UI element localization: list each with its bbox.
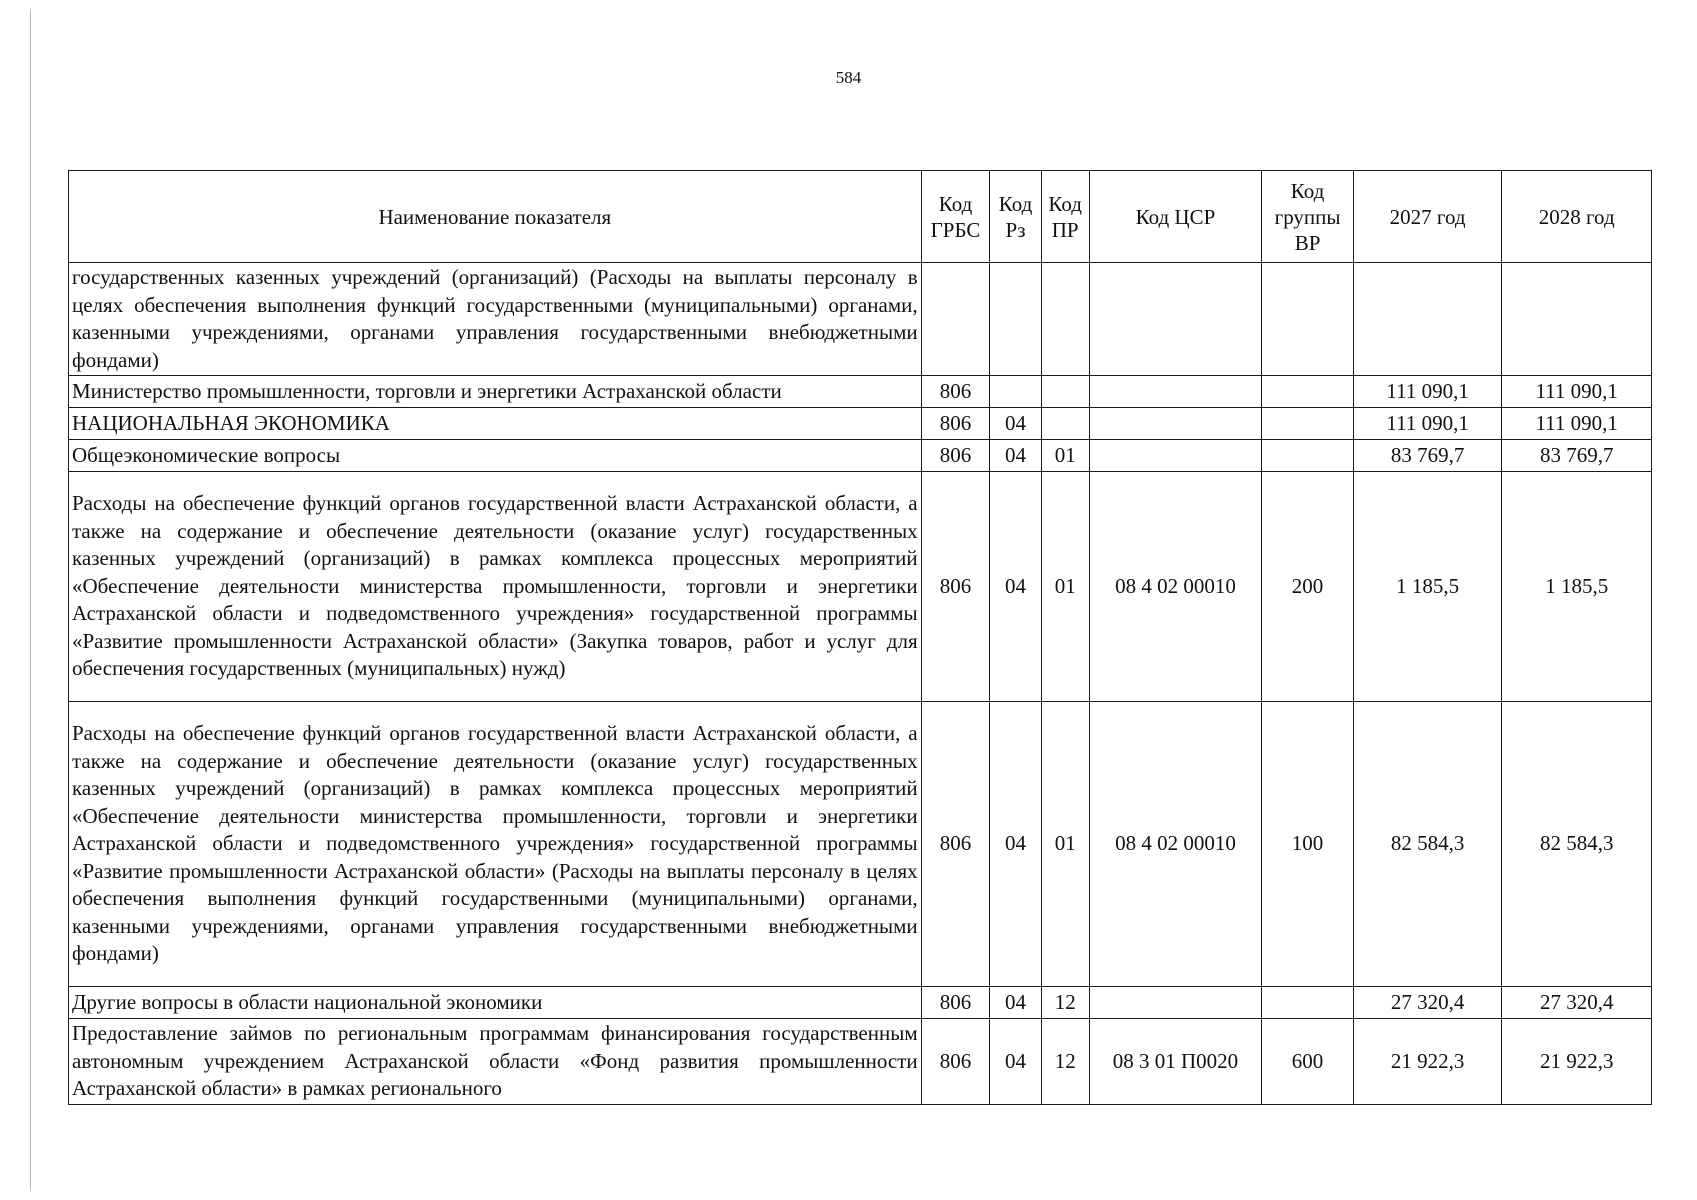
cell-2028: 27 320,4	[1502, 987, 1652, 1019]
cell-name: Другие вопросы в области национальной экономики	[69, 987, 922, 1019]
cell-pr	[1041, 376, 1089, 408]
cell-pr: 01	[1041, 472, 1089, 702]
cell-grbs	[921, 263, 990, 376]
cell-vr	[1262, 263, 1354, 376]
scan-left-edge-line	[30, 10, 31, 1190]
cell-grbs: 806	[921, 408, 990, 440]
cell-csr: 08 4 02 00010	[1089, 472, 1261, 702]
cell-name: государственных казенных учреждений (организаций) (Расходы на выплаты персоналу в целях обеспечения выполнения функций государственными (муниципальными) органами, казенными учреждениями, органами управления государственными внебюджетными фондами)	[69, 263, 922, 376]
cell-rz: 04	[990, 987, 1041, 1019]
cell-2027: 83 769,7	[1353, 440, 1501, 472]
cell-pr: 01	[1041, 702, 1089, 987]
table-row	[69, 263, 1652, 376]
cell-name: НАЦИОНАЛЬНАЯ ЭКОНОМИКА	[69, 408, 922, 440]
cell-vr	[1262, 987, 1354, 1019]
cell-rz: 04	[990, 472, 1041, 702]
cell-csr: 08 3 01 П0020	[1089, 1019, 1261, 1105]
header-2028: 2028 год	[1502, 171, 1652, 263]
table-row	[69, 702, 1652, 987]
cell-name: Министерство промышленности, торговли и энергетики Астраханской области	[69, 376, 922, 408]
cell-name: Расходы на обеспечение функций органов государственной власти Астраханской области, а также на содержание и обеспечение деятельности (оказание услуг) государственных казенных учреждений (организаций) в рамках комплекса процессных мероприятий «Обеспечение деятельности министерства промышленности, торговли и энергетики Астраханской области и подведомственного учреждения» государственной программы «Развитие промышленности Астраханской области» (Расходы на выплаты персоналу в целях обеспечения выполнения функций государственными (муниципальными) органами, казенными учреждениями, органами управления государственными внебюджетными фондами)	[69, 702, 922, 987]
table-header-row	[69, 171, 1652, 263]
header-name: Наименование показателя	[69, 171, 922, 263]
cell-grbs: 806	[921, 472, 990, 702]
cell-rz	[990, 376, 1041, 408]
cell-name: Расходы на обеспечение функций органов государственной власти Астраханской области, а также на содержание и обеспечение деятельности (оказание услуг) государственных казенных учреждений (организаций) в рамках комплекса процессных мероприятий «Обеспечение деятельности министерства промышленности, торговли и энергетики Астраханской области и подведомственного учреждения» государственной программы «Развитие промышленности Астраханской области» (Закупка товаров, работ и услуг для обеспечения государственных (муниципальных) нужд)	[69, 472, 922, 702]
cell-rz: 04	[990, 408, 1041, 440]
cell-csr	[1089, 376, 1261, 408]
cell-grbs: 806	[921, 440, 990, 472]
table-row	[69, 1019, 1652, 1105]
cell-rz: 04	[990, 702, 1041, 987]
cell-csr: 08 4 02 00010	[1089, 702, 1261, 987]
cell-2028: 111 090,1	[1502, 408, 1652, 440]
header-rz: Код Рз	[990, 171, 1041, 263]
table-row	[69, 472, 1652, 702]
cell-vr	[1262, 376, 1354, 408]
cell-pr: 01	[1041, 440, 1089, 472]
cell-rz: 04	[990, 1019, 1041, 1105]
cell-2027: 1 185,5	[1353, 472, 1501, 702]
cell-2027: 111 090,1	[1353, 408, 1501, 440]
table-row	[69, 440, 1652, 472]
cell-vr: 200	[1262, 472, 1354, 702]
cell-rz	[990, 263, 1041, 376]
cell-rz: 04	[990, 440, 1041, 472]
cell-2028: 111 090,1	[1502, 376, 1652, 408]
cell-pr	[1041, 408, 1089, 440]
cell-2027: 27 320,4	[1353, 987, 1501, 1019]
cell-2027: 82 584,3	[1353, 702, 1501, 987]
cell-2027: 21 922,3	[1353, 1019, 1501, 1105]
header-2027: 2027 год	[1353, 171, 1501, 263]
cell-pr: 12	[1041, 1019, 1089, 1105]
cell-pr: 12	[1041, 987, 1089, 1019]
cell-grbs: 806	[921, 702, 990, 987]
cell-vr: 100	[1262, 702, 1354, 987]
header-csr: Код ЦСР	[1089, 171, 1261, 263]
cell-2028	[1502, 263, 1652, 376]
cell-grbs: 806	[921, 376, 990, 408]
table-row	[69, 376, 1652, 408]
cell-grbs: 806	[921, 1019, 990, 1105]
cell-vr	[1262, 408, 1354, 440]
cell-2028: 1 185,5	[1502, 472, 1652, 702]
header-vr: Код группы ВР	[1262, 171, 1354, 263]
cell-2027	[1353, 263, 1501, 376]
table-row	[69, 987, 1652, 1019]
cell-csr	[1089, 440, 1261, 472]
budget-table	[68, 170, 1652, 1105]
cell-csr	[1089, 263, 1261, 376]
cell-vr: 600	[1262, 1019, 1354, 1105]
cell-vr	[1262, 440, 1354, 472]
page-number: 584	[835, 68, 862, 87]
cell-2028: 21 922,3	[1502, 1019, 1652, 1105]
cell-2027: 111 090,1	[1353, 376, 1501, 408]
cell-name: Общеэкономические вопросы	[69, 440, 922, 472]
cell-2028: 82 584,3	[1502, 702, 1652, 987]
cell-csr	[1089, 408, 1261, 440]
cell-2028: 83 769,7	[1502, 440, 1652, 472]
cell-pr	[1041, 263, 1089, 376]
table-row	[69, 408, 1652, 440]
header-grbs: Код ГРБС	[921, 171, 990, 263]
cell-name: Предоставление займов по региональным программам финансирования государственным автономным учреждением Астраханской области «Фонд развития промышленности Астраханской области» в рамках регионального	[69, 1019, 922, 1105]
header-pr: Код ПР	[1041, 171, 1089, 263]
cell-csr	[1089, 987, 1261, 1019]
cell-grbs: 806	[921, 987, 990, 1019]
